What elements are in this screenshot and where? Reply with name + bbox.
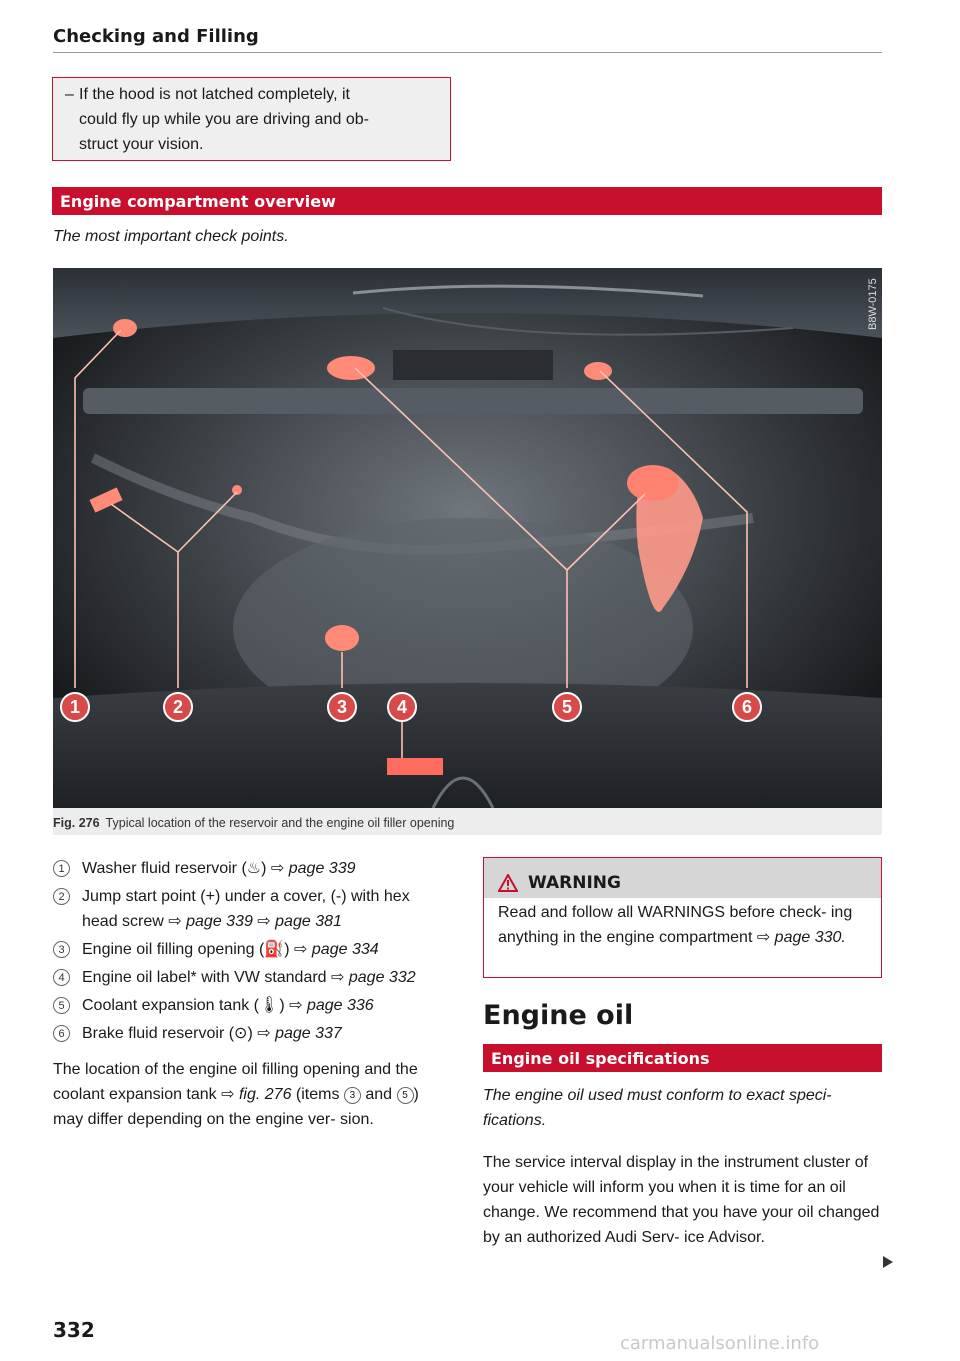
legend-number: 3 xyxy=(53,941,70,958)
figure-caption-label: Fig. 276 xyxy=(53,816,100,830)
para-text: ) may differ depending on the engine ver- sion. xyxy=(53,1086,419,1128)
page-ref-link[interactable]: ⇨ page 330. xyxy=(756,929,846,946)
legend-item xyxy=(53,1021,448,1046)
callout-4 xyxy=(388,693,416,721)
page-ref-link[interactable]: ⇨ page 336 xyxy=(289,997,374,1014)
callout-6-label: 6 xyxy=(741,697,753,717)
legend-number: 2 xyxy=(53,888,70,905)
warning-triangle-icon xyxy=(498,874,518,892)
washer-fluid-icon: ♨ xyxy=(246,860,262,877)
page-header-title: Checking and Filling xyxy=(53,26,259,47)
section-title-engine-oil-specs: Engine oil specifications xyxy=(483,1044,882,1072)
hood-warning-box xyxy=(52,77,451,161)
page-ref-link[interactable]: ⇨ page 332 xyxy=(331,969,416,986)
figure-caption-text: Typical location of the reservoir and the engine oil filler opening xyxy=(105,816,455,830)
legend-item xyxy=(53,965,448,990)
legend-text xyxy=(82,856,448,881)
figure-ref-link[interactable]: ⇨ fig. 276 xyxy=(221,1086,292,1103)
figure-caption xyxy=(53,808,882,835)
continue-arrow-icon xyxy=(883,1256,893,1268)
hood-warning-line-1: If the hood is not latched completely, it xyxy=(79,86,350,103)
section-subtitle: The most important check points. xyxy=(53,228,289,245)
engine-compartment-warning-box xyxy=(483,857,882,978)
header-divider xyxy=(53,52,882,53)
legend-label-end: ) xyxy=(284,941,295,958)
callout-1-label: 1 xyxy=(69,697,81,717)
page-ref-link[interactable]: ⇨ page 381 xyxy=(252,913,342,930)
brake-fluid-icon: ⊙ xyxy=(234,1025,248,1042)
legend-text xyxy=(82,937,448,962)
legend-text xyxy=(82,993,448,1018)
callout-6 xyxy=(733,693,761,721)
legend-label-end: ) xyxy=(247,1025,258,1042)
warning-dash: – xyxy=(65,86,74,103)
callout-2 xyxy=(164,693,192,721)
service-interval-paragraph: The service interval display in the instrument cluster of your vehicle will inform you when it is time for an oil change. We recommend that you have your oil changed by an authorized Audi Serv- ice Advisor. xyxy=(483,1154,880,1246)
engine-oil-subtitle: The engine oil used must conform to exact speci- fications. xyxy=(483,1087,832,1129)
legend-number: 1 xyxy=(53,860,70,877)
coolant-icon: 🌡 xyxy=(259,997,280,1014)
callout-3-label: 3 xyxy=(336,697,348,717)
legend-number: 6 xyxy=(53,1025,70,1042)
para-text: (items xyxy=(291,1086,344,1103)
engine-compartment-figure xyxy=(53,268,882,808)
legend-label: Engine oil filling opening ( xyxy=(82,941,265,958)
para-text: and xyxy=(360,1086,397,1103)
item-number-circle: 3 xyxy=(344,1087,361,1104)
callout-4-label: 4 xyxy=(396,697,408,717)
warning-title: WARNING xyxy=(528,873,621,893)
location-note-paragraph xyxy=(53,1057,448,1132)
section-title-engine-compartment: Engine compartment overview xyxy=(52,187,882,215)
hood-warning-line-2: could fly up while you are driving and ob- xyxy=(79,111,369,128)
legend-label-end: ) xyxy=(261,860,271,877)
legend-label: Jump start point (+) under a cover, (-) with hex head screw xyxy=(82,888,410,930)
figure-code: B8W-0175 xyxy=(867,278,879,330)
legend-text xyxy=(82,884,448,934)
warning-body xyxy=(484,898,881,950)
legend-number: 5 xyxy=(53,997,70,1014)
legend-label: Engine oil label* with VW standard xyxy=(82,969,332,986)
legend-label: Brake fluid reservoir ( xyxy=(82,1025,235,1042)
legend-text xyxy=(82,1021,448,1046)
page-ref-link[interactable]: ⇨ page 339 xyxy=(168,913,253,930)
callout-5-label: 5 xyxy=(561,697,573,717)
page-number: 332 xyxy=(53,1318,95,1342)
callout-2-label: 2 xyxy=(172,697,184,717)
legend-item xyxy=(53,884,448,934)
callout-1 xyxy=(61,693,89,721)
legend-number: 4 xyxy=(53,969,70,986)
page-ref-link[interactable]: ⇨ page 337 xyxy=(257,1025,342,1042)
page-ref-link[interactable]: ⇨ page 339 xyxy=(270,860,356,877)
legend-label: Washer fluid reservoir ( xyxy=(82,860,247,877)
heading-engine-oil: Engine oil xyxy=(483,1000,634,1031)
figure-legend xyxy=(53,856,448,1049)
callout-5 xyxy=(553,693,581,721)
warning-header xyxy=(484,858,881,898)
legend-label-end: ) xyxy=(279,997,290,1014)
oil-can-icon: ⛽ xyxy=(264,941,285,958)
page-ref-link[interactable]: ⇨ page 334 xyxy=(294,941,379,958)
watermark: carmanualsonline.info xyxy=(620,1333,820,1354)
legend-item xyxy=(53,856,448,881)
legend-label: Coolant expansion tank ( xyxy=(82,997,259,1014)
legend-text xyxy=(82,965,448,990)
para-text: The location of the engine oil filling opening and the coolant expansion tank xyxy=(53,1061,418,1103)
legend-item xyxy=(53,993,448,1018)
item-number-circle: 5 xyxy=(397,1087,414,1104)
callout-3 xyxy=(328,693,356,721)
legend-item xyxy=(53,937,448,962)
hood-warning-line-3: struct your vision. xyxy=(79,136,204,153)
warning-text: Read and follow all WARNINGS before check- ing anything in the engine compartment xyxy=(498,904,853,946)
